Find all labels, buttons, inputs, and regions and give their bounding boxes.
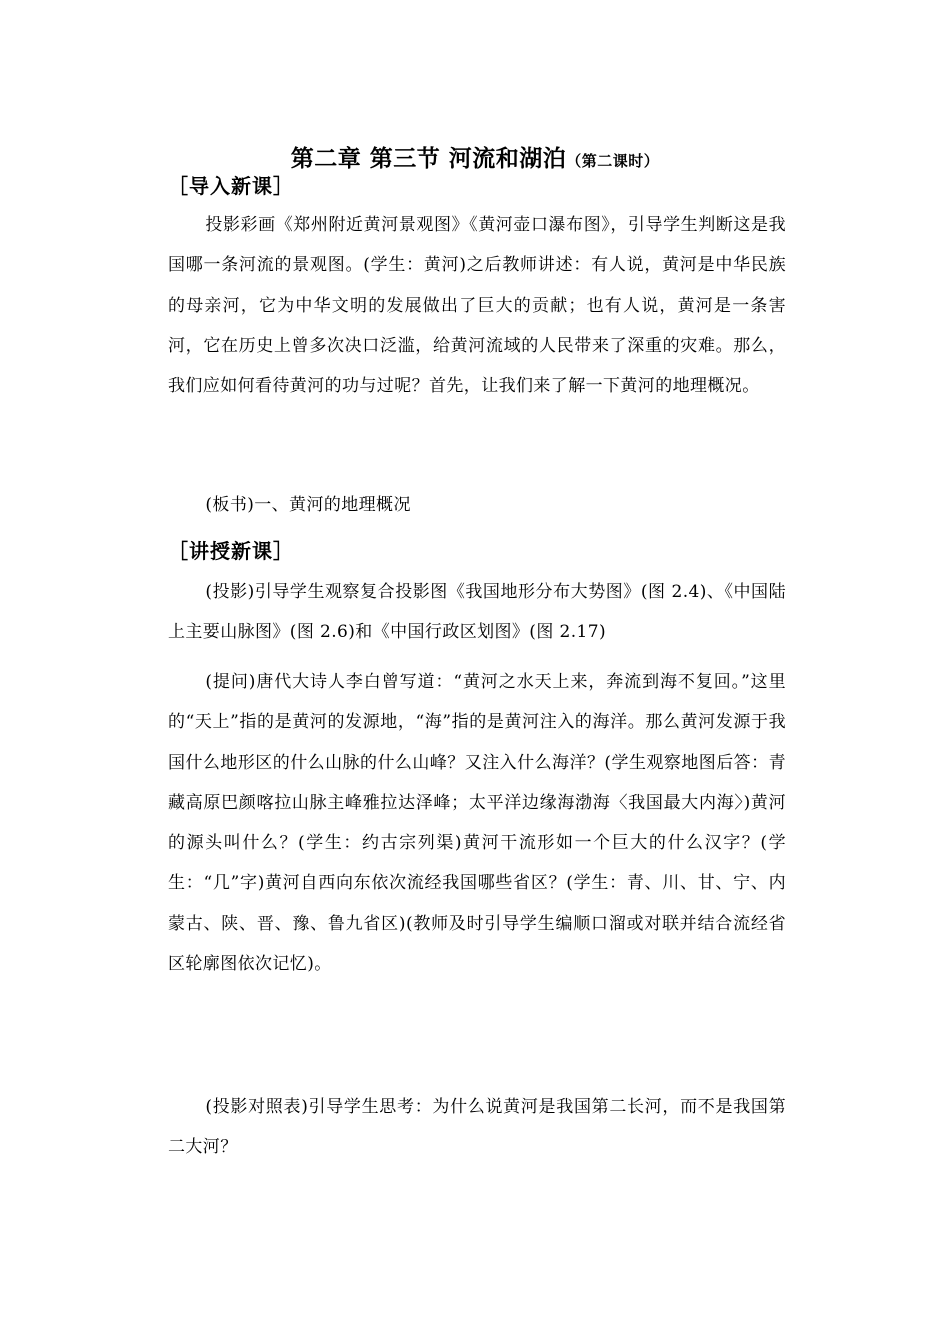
projection-paragraph: (投影)引导学生观察复合投影图《我国地形分布大势图》(图 2.4)、《中国陆上主要山脉图》(图 2.6)和《中国行政区划图》(图 2.17) [168, 582, 786, 643]
question-paragraph: (提问)唐代大诗人李白曾写道：“黄河之水天上来，奔流到海不复回。”这里的“天上”指的是黄河的发源地，“海”指的是黄河注入的海洋。那么黄河发源于我国什么地形区的什么山脉的什么山峰？又注入什么海洋？(学生观察地图后答：青藏高原巴颜喀拉山脉主峰雅拉达泽峰；太平洋边缘海渤海〈我国最大内海〉)黄河的源头叫什么？(学生：约古宗列渠)黄河干流形如一个巨大的什么汉字？(学生：“几”字)黄河自西向东依次流经我国哪些省区？(学生：青、川、甘、宁、内蒙古、陕、晋、豫、鲁九省区)(教师及时引导学生编顺口溜或对联并结合流经省区轮廓图依次记忆)。 [168, 672, 786, 975]
section-heading-intro: ［导入新课］ [168, 174, 294, 198]
intro-paragraph: 投影彩画《郑州附近黄河景观图》《黄河壶口瀑布图》，引导学生判断这是我国哪一条河流的景观图。(学生：黄河)之后教师讲述：有人说，黄河是中华民族的母亲河，它为中华文明的发展做出了巨大的贡献；也有人说，黄河是一条害河，它在历史上曾多次决口泛滥，给黄河流域的人民带来了深重的灾难。那么，我们应如何看待黄河的功与过呢？首先，让我们来了解一下黄河的地理概况。 [168, 215, 786, 397]
title-main: 第二章 第三节 河流和湖泊 [290, 145, 567, 172]
section-heading-lecture: ［讲授新课］ [168, 539, 294, 563]
board-note: (板书)一、黄河的地理概况 [205, 495, 411, 515]
page-title [0, 140, 950, 173]
title-lesson-period: （第二课时） [566, 152, 660, 170]
comparison-paragraph: (投影对照表)引导学生思考：为什么说黄河是我国第二长河，而不是我国第二大河？ [168, 1097, 786, 1158]
